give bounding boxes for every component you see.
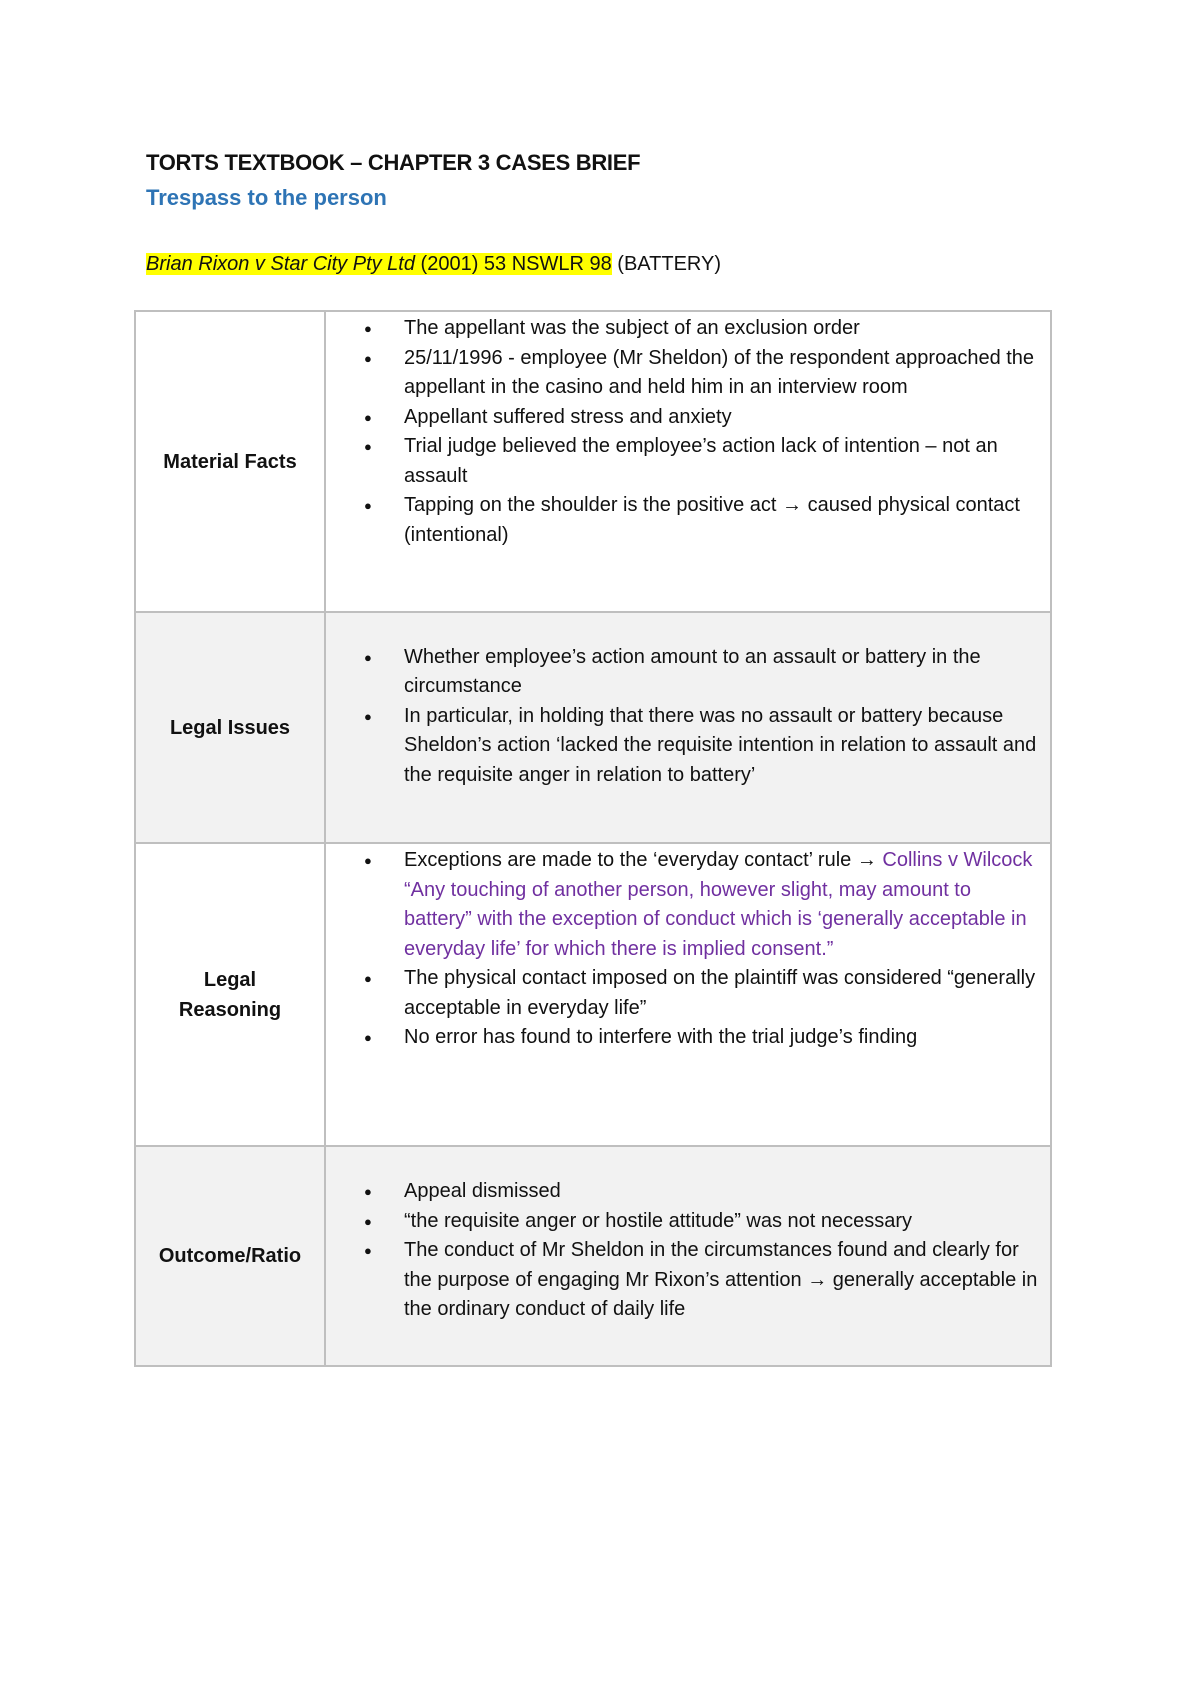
collins-v-wilcock-quote: Collins v Wilcock “Any touching of another person, however slight, may amount to battery” with the exception of conduct which is ‘generally acceptable in everyday life’ for which there is implied consent.” <box>404 849 1033 960</box>
material-facts-content <box>325 311 1051 612</box>
list-item: ● The appellant was the subject of an exclusion order <box>364 314 1040 344</box>
legal-reasoning-list <box>326 846 1040 1053</box>
list-item-text: generally acceptable in the ordinary conduct of daily life <box>404 1268 1038 1321</box>
material-facts-list <box>326 314 1040 550</box>
list-item: ● 25/11/1996 - employee (Mr Sheldon) of the respondent approached the appellant in the casino and held him in an interview room <box>364 344 1040 403</box>
legal-reasoning-row <box>135 843 1051 1146</box>
case-citation-line <box>146 253 721 276</box>
case-highlight <box>146 253 612 275</box>
list-item-text: caused physical contact (intentional) <box>404 494 1020 546</box>
list-item: ● Trial judge believed the employee’s action lack of intention – not an assault <box>364 432 1040 491</box>
list-item: ● In particular, in holding that there was no assault or battery because Sheldon’s action ‘lacked the requisite intention in relation to assault and the requisite anger in relation to battery’ <box>364 702 1040 791</box>
legal-issues-content <box>325 612 1051 843</box>
case-citation: (2001) 53 NSWLR 98 <box>414 253 612 275</box>
list-item: ● Appeal dismissed <box>364 1177 1040 1207</box>
list-item-text: The conduct of Mr Sheldon in the circumstances found and clearly for the purpose of engaging Mr Rixon’s attention <box>404 1239 1019 1291</box>
page-title: TORTS TEXTBOOK – CHAPTER 3 CASES BRIEF <box>146 150 641 175</box>
legal-issues-label: Legal Issues <box>135 612 325 843</box>
list-item-text: Tapping on the shoulder is the positive act <box>404 494 783 516</box>
page-subtitle: Trespass to the person <box>146 185 387 210</box>
list-item <box>364 846 1040 964</box>
arrow-right-icon: → <box>856 849 877 871</box>
case-name: Brian Rixon v Star City Pty Ltd <box>146 253 415 275</box>
list-item: ● Whether employee’s action amount to an assault or battery in the circumstance <box>364 643 1040 702</box>
material-facts-row <box>135 311 1051 612</box>
arrow-right-icon: → <box>807 1268 828 1291</box>
list-item <box>364 1236 1040 1325</box>
case-category: (BATTERY) <box>611 253 722 275</box>
list-item: ● The physical contact imposed on the plaintiff was considered “generally acceptable in everyday life” <box>364 964 1040 1023</box>
legal-reasoning-content <box>325 843 1051 1146</box>
outcome-ratio-content <box>325 1146 1051 1366</box>
outcome-ratio-label: Outcome/Ratio <box>135 1146 325 1366</box>
outcome-ratio-list <box>326 1177 1040 1325</box>
legal-issues-list <box>326 643 1040 791</box>
case-brief-table <box>134 310 1052 1367</box>
material-facts-label: Material Facts <box>135 311 325 612</box>
legal-reasoning-label <box>135 843 325 1146</box>
arrow-right-icon: → <box>782 494 803 516</box>
list-item: ● “the requisite anger or hostile attitude” was not necessary <box>364 1207 1040 1237</box>
legal-reasoning-label-line1: Legal <box>203 968 257 991</box>
legal-reasoning-label-line2: Reasoning <box>178 998 282 1021</box>
list-item-text: Exceptions are made to the ‘everyday contact’ rule <box>404 849 857 871</box>
legal-issues-row <box>135 612 1051 843</box>
list-item: ● Appellant suffered stress and anxiety <box>364 403 1040 433</box>
list-item <box>364 491 1040 550</box>
outcome-ratio-row <box>135 1146 1051 1366</box>
list-item: ● No error has found to interfere with the trial judge’s finding <box>364 1023 1040 1053</box>
